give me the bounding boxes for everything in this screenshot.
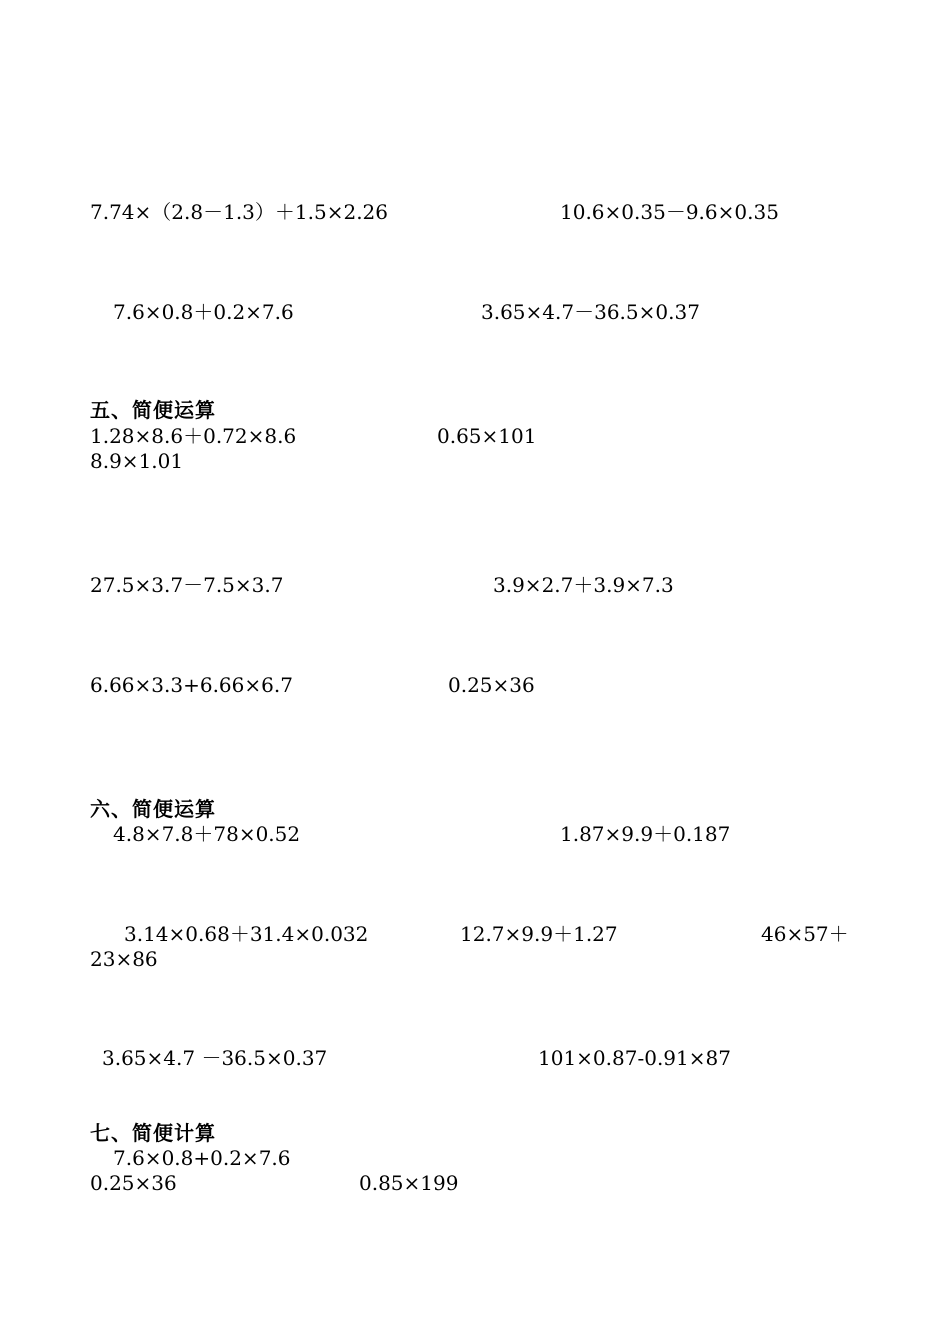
- problem-6-7: 101×0.87-0.91×87: [538, 1046, 731, 1070]
- section-5-title: 五、简便运算: [90, 398, 216, 422]
- problem-1: 7.74×（2.8－1.3）＋1.5×2.26: [90, 200, 388, 224]
- problem-5-2: 0.65×101: [437, 424, 537, 448]
- problem-3: 7.6×0.8＋0.2×7.6: [113, 300, 294, 324]
- problem-7-3: 0.85×199: [359, 1171, 459, 1195]
- problem-7-2: 0.25×36: [90, 1171, 177, 1195]
- section-7-title: 七、简便计算: [90, 1121, 216, 1145]
- problem-2: 10.6×0.35－9.6×0.35: [560, 200, 779, 224]
- problem-6-4: 12.7×9.9＋1.27: [460, 922, 618, 946]
- problem-6-5: 46×57＋: [761, 922, 849, 946]
- problem-6-2: 1.87×9.9＋0.187: [560, 822, 731, 846]
- problem-5-5: 3.9×2.7＋3.9×7.3: [493, 573, 674, 597]
- problem-5-6: 6.66×3.3+6.66×6.7: [90, 673, 293, 697]
- problem-4: 3.65×4.7－36.5×0.37: [481, 300, 700, 324]
- problem-6-6: 3.65×4.7 －36.5×0.37: [102, 1046, 328, 1070]
- section-6-title: 六、简便运算: [90, 797, 216, 821]
- problem-5-7: 0.25×36: [448, 673, 535, 697]
- problem-6-1: 4.8×7.8＋78×0.52: [113, 822, 301, 846]
- problem-7-1: 7.6×0.8+0.2×7.6: [113, 1146, 291, 1170]
- problem-5-4: 27.5×3.7－7.5×3.7: [90, 573, 284, 597]
- problem-5-3: 8.9×1.01: [90, 449, 184, 473]
- problem-6-3: 3.14×0.68＋31.4×0.032: [124, 922, 369, 946]
- problem-6-5-cont: 23×86: [90, 947, 158, 971]
- problem-5-1: 1.28×8.6＋0.72×8.6: [90, 424, 297, 448]
